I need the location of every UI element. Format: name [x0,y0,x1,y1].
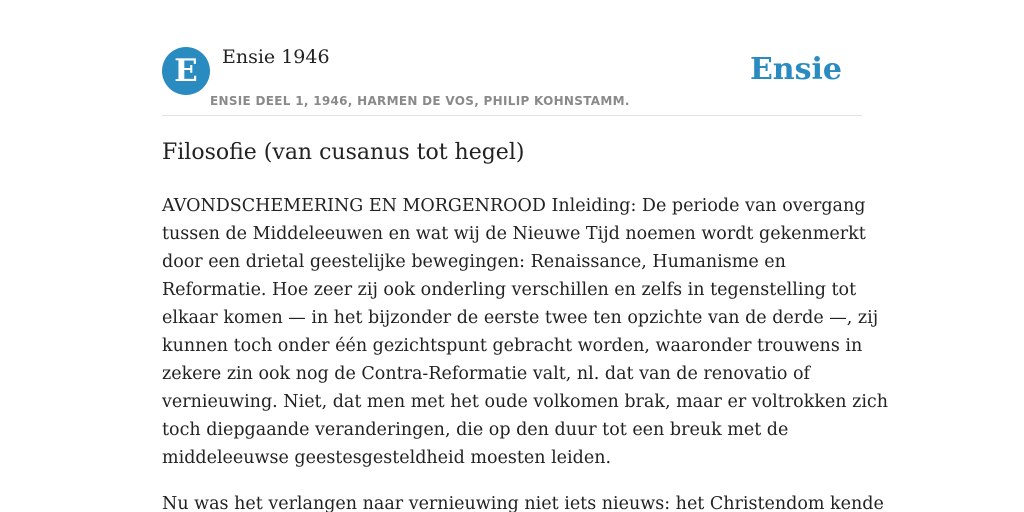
text-line: zekere zin ook nog de Contra-Reformatie valt, nl. dat van de renovatio of [162,364,810,384]
text-line: AVONDSCHEMERING EN MORGENROOD Inleiding: De periode van overgang [162,196,866,216]
article-body [162,192,889,512]
article-title: Filosofie (van cusanus tot hegel) [162,140,525,165]
logo-icon[interactable]: E [162,47,210,95]
header-divider [162,115,862,116]
text-line: toch diepgaande veranderingen, die op den duur tot een breuk met de [162,420,789,440]
text-line: middeleeuwse geestesgesteldheid moesten leiden. [162,448,612,468]
text-line: Nu was het verlangen naar vernieuwing niet iets nieuws: het Christendom kende [162,494,884,512]
article-meta: ENSIE DEEL 1, 1946, HARMEN DE VOS, PHILIP KOHNSTAMM. [210,94,630,108]
paragraph [162,490,884,512]
text-line: Reformatie. Hoe zeer zij ook onderling verschillen en zelfs in tegenstelling tot [162,280,857,300]
paragraph [162,192,889,472]
text-line: elkaar komen — in het bijzonder de eerste twee ten opzichte van de derde —, zij [162,308,879,328]
text-line: door een drietal geestelijke bewegingen: Renaissance, Humanisme en [162,252,786,272]
site-title[interactable]: Ensie 1946 [222,46,330,68]
text-line: tussen de Middeleeuwen en wat wij de Nieuwe Tijd noemen wordt gekenmerkt [162,224,866,244]
brand-logo[interactable]: Ensie [749,52,842,87]
text-line: kunnen toch onder één gezichtspunt gebracht worden, waaronder trouwens in [162,336,863,356]
text-line: vernieuwing. Niet, dat men met het oude volkomen brak, maar er voltrokken zich [162,392,889,412]
